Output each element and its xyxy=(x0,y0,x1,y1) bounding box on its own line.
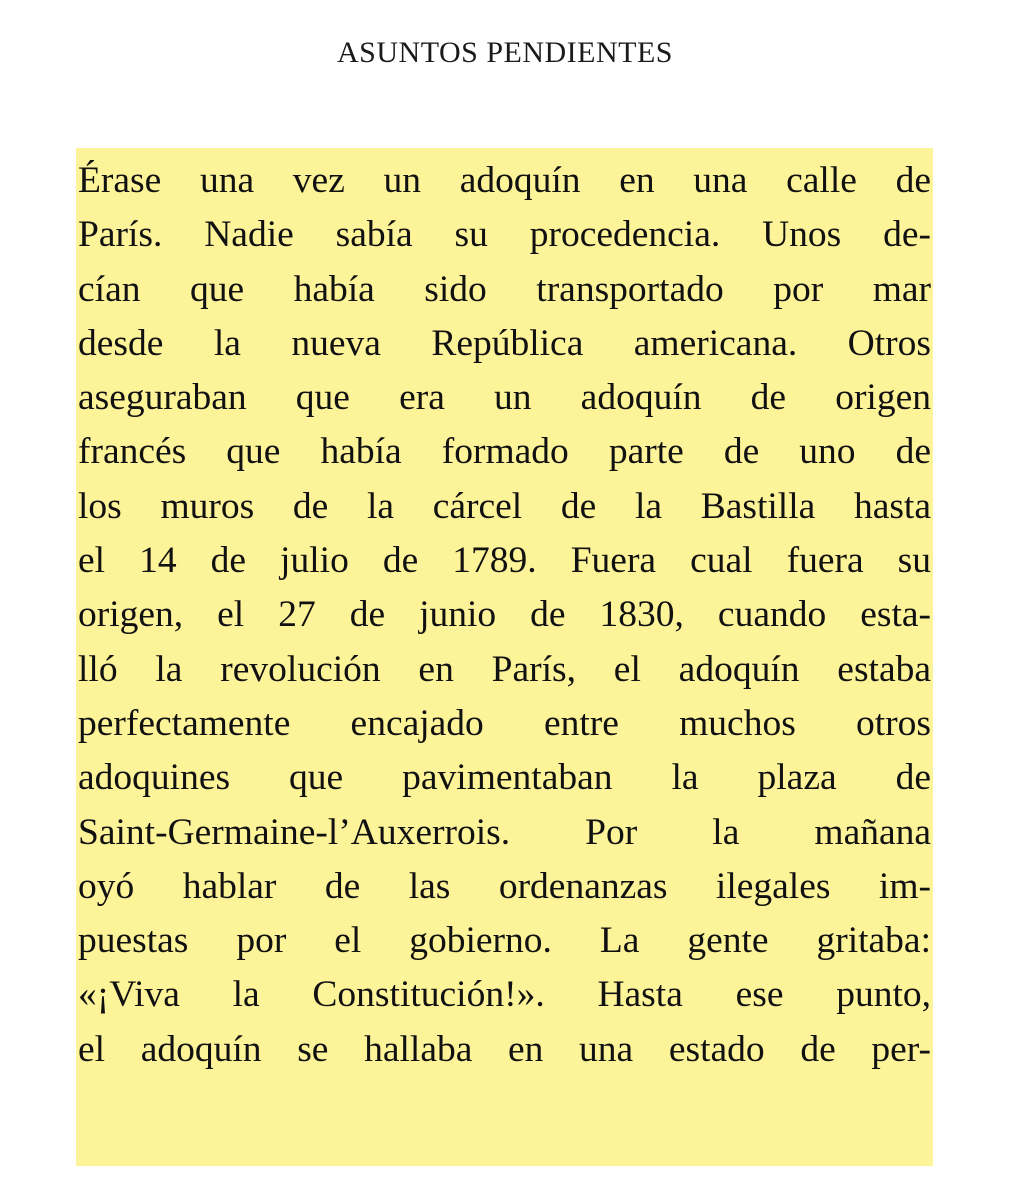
text-line: el 14 de julio de 1789. Fuera cual fuera su xyxy=(78,540,931,582)
text-line: perfectamente encajado entre muchos otros xyxy=(78,702,931,744)
text-line: adoquines que pavimentaban la plaza de xyxy=(78,757,931,799)
text-line: los muros de la cárcel de la Bastilla hasta xyxy=(78,485,931,527)
text-line: lló la revolución en París, el adoquín estaba xyxy=(78,648,931,690)
text-line: el adoquín se hallaba en una estado de per- xyxy=(78,1028,931,1070)
text-line: París. Nadie sabía su procedencia. Unos de- xyxy=(78,214,931,256)
text-line: oyó hablar de las ordenanzas ilegales im- xyxy=(78,865,931,907)
text-line: cían que había sido transportado por mar xyxy=(78,268,931,310)
text-line: francés que había formado parte de uno de xyxy=(78,431,931,473)
highlighted-paragraph[interactable] xyxy=(78,154,931,1077)
text-line: aseguraban que era un adoquín de origen xyxy=(78,377,931,419)
text-line: Érase una vez un adoquín en una calle de xyxy=(78,160,931,201)
text-line: desde la nueva República americana. Otros xyxy=(78,322,931,364)
text-line: Saint-Germaine-l’Auxerrois. Por la mañana xyxy=(78,811,931,853)
text-line: «¡Viva la Constitución!». Hasta ese punto, xyxy=(78,974,931,1016)
text-line: puestas por el gobierno. La gente gritaba: xyxy=(78,920,931,962)
page-title: ASUNTOS PENDIENTES xyxy=(337,36,673,69)
text-line: origen, el 27 de junio de 1830, cuando esta- xyxy=(78,594,931,636)
